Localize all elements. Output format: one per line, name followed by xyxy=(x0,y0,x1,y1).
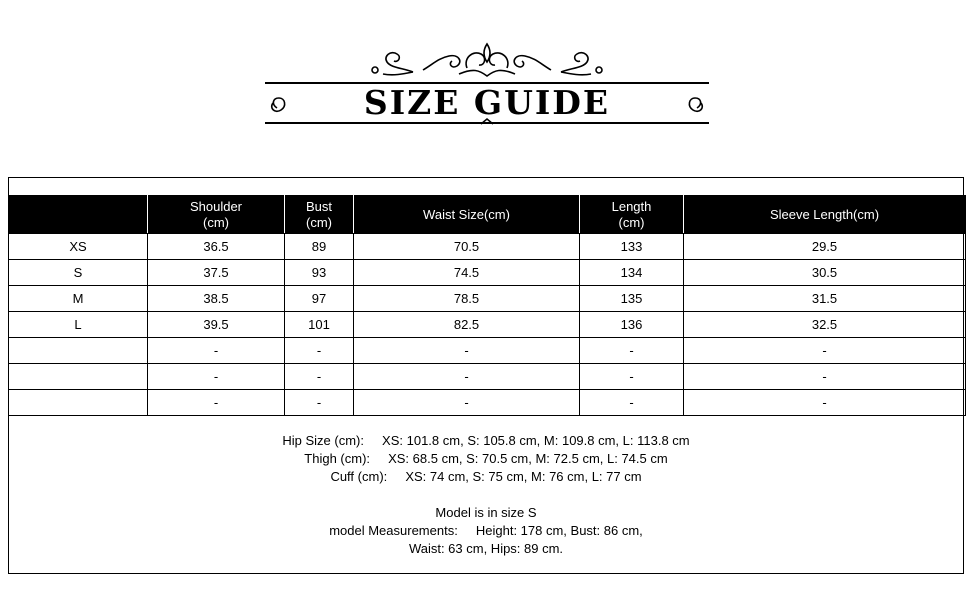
table-cell: 82.5 xyxy=(354,312,580,338)
table-row xyxy=(9,234,966,260)
table-cell: S xyxy=(9,260,148,286)
column-header: Bust (cm) xyxy=(285,196,354,234)
table-cell: - xyxy=(580,390,684,416)
table-cell: - xyxy=(684,364,966,390)
column-header: Length (cm) xyxy=(580,196,684,234)
table-cell: - xyxy=(580,364,684,390)
spacer xyxy=(8,486,964,504)
table-cell: 135 xyxy=(580,286,684,312)
table-cell: 93 xyxy=(285,260,354,286)
column-header: Shoulder (cm) xyxy=(148,196,285,234)
thigh-note: Thigh (cm): XS: 68.5 cm, S: 70.5 cm, M: 72.5 cm, L: 74.5 cm xyxy=(304,451,668,466)
table-row xyxy=(9,260,966,286)
table-cell: - xyxy=(354,338,580,364)
table-cell xyxy=(9,364,148,390)
table-cell: - xyxy=(148,364,285,390)
table-row xyxy=(9,338,966,364)
column-header: Waist Size(cm) xyxy=(354,196,580,234)
table-cell: - xyxy=(285,338,354,364)
table-row xyxy=(9,364,966,390)
table-row xyxy=(9,286,966,312)
table-cell: 101 xyxy=(285,312,354,338)
hip-size-note: Hip Size (cm): XS: 101.8 cm, S: 105.8 cm, M: 109.8 cm, L: 113.8 cm xyxy=(282,433,690,448)
column-header xyxy=(9,196,148,234)
page-title: SIZE GUIDE xyxy=(363,83,611,122)
table-cell: 136 xyxy=(580,312,684,338)
model-size-note: Model is in size S xyxy=(435,505,537,520)
table-cell: 74.5 xyxy=(354,260,580,286)
table-cell xyxy=(9,390,148,416)
table-cell: 133 xyxy=(580,234,684,260)
table-cell: 31.5 xyxy=(684,286,966,312)
table-body xyxy=(9,234,966,416)
table-cell: 89 xyxy=(285,234,354,260)
table-header-row xyxy=(9,196,966,234)
size-guide-banner xyxy=(263,40,711,132)
table-cell: - xyxy=(354,390,580,416)
table-cell: - xyxy=(354,364,580,390)
table-cell: 32.5 xyxy=(684,312,966,338)
table-cell: - xyxy=(285,364,354,390)
table-cell: 78.5 xyxy=(354,286,580,312)
table-cell: 70.5 xyxy=(354,234,580,260)
model-measurements-note: model Measurements: Height: 178 cm, Bust: 86 cm, xyxy=(329,523,643,538)
table-cell: - xyxy=(148,338,285,364)
table-cell: - xyxy=(148,390,285,416)
measurement-notes xyxy=(8,432,964,558)
table-cell: L xyxy=(9,312,148,338)
table-cell: XS xyxy=(9,234,148,260)
table-row xyxy=(9,390,966,416)
table-cell: - xyxy=(684,390,966,416)
table-cell: 134 xyxy=(580,260,684,286)
table-cell: M xyxy=(9,286,148,312)
table-row xyxy=(9,312,966,338)
table-cell: 97 xyxy=(285,286,354,312)
size-table xyxy=(8,195,966,416)
table-cell: - xyxy=(580,338,684,364)
table-cell: 29.5 xyxy=(684,234,966,260)
table-cell: 39.5 xyxy=(148,312,285,338)
column-header: Sleeve Length(cm) xyxy=(684,196,966,234)
table-cell: 38.5 xyxy=(148,286,285,312)
model-measurements-note-2: Waist: 63 cm, Hips: 89 cm. xyxy=(408,541,564,556)
table-cell xyxy=(9,338,148,364)
table-cell: - xyxy=(285,390,354,416)
cuff-note: Cuff (cm): XS: 74 cm, S: 75 cm, M: 76 cm, L: 77 cm xyxy=(330,469,642,484)
table-cell: 36.5 xyxy=(148,234,285,260)
table-cell: - xyxy=(684,338,966,364)
table-cell: 37.5 xyxy=(148,260,285,286)
table-cell: 30.5 xyxy=(684,260,966,286)
